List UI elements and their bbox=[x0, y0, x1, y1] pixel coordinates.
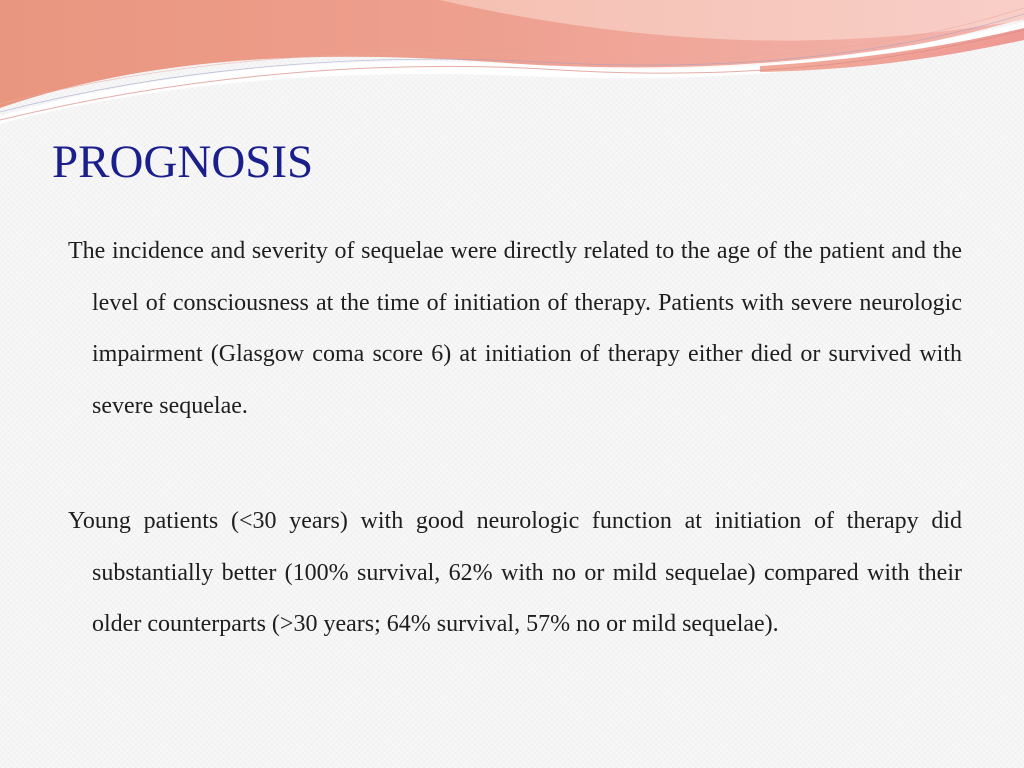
paragraph-text: The incidence and severity of sequelae were directly related to the age of the patient and the level of consciousness at the time of initiation of therapy. Patients with severe neurologic impairment (Glasgow coma score 6) at initiation of therapy either died or survived with severe sequelae. bbox=[68, 238, 962, 419]
body-paragraph-2 bbox=[68, 496, 962, 651]
header-wave-decoration bbox=[0, 0, 1024, 130]
slide-title: PROGNOSIS bbox=[52, 136, 314, 188]
body-paragraph-1 bbox=[68, 226, 962, 432]
paragraph-text: Young patients (<30 years) with good neurologic function at initiation of therapy did substantially better (100% survival, 62% with no or mild sequelae) compared with their older counterparts (>30 years; 64% survival, 57% no or mild sequelae). bbox=[68, 508, 962, 637]
